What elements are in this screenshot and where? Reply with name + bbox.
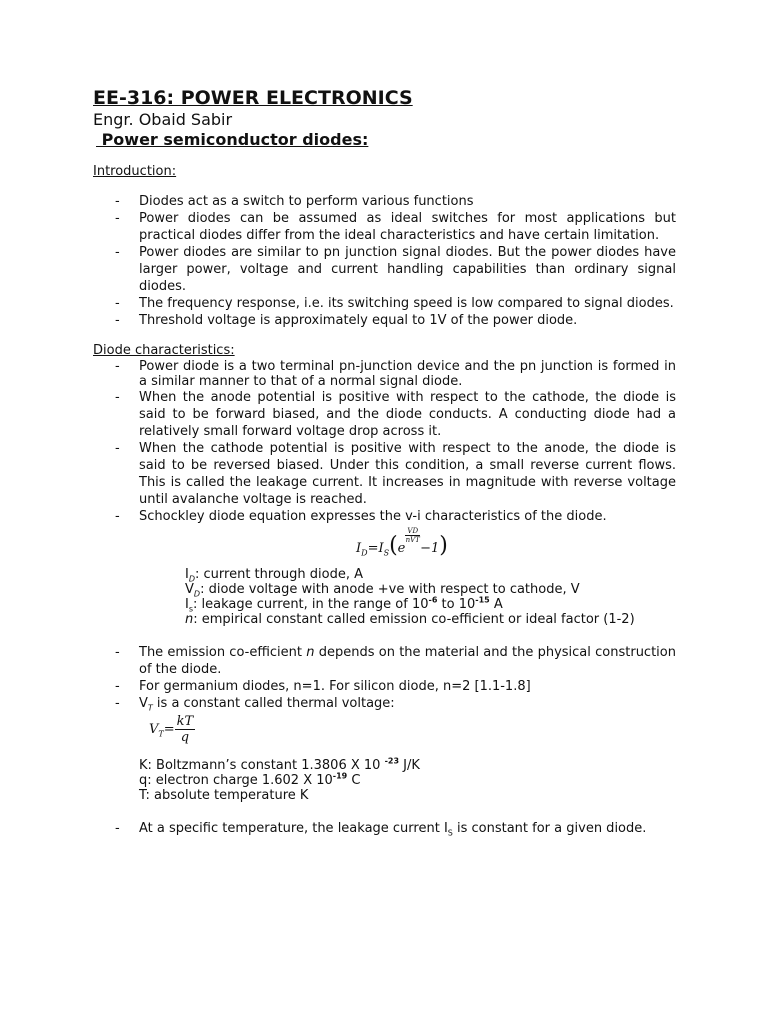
list-item: - Power diodes can be assumed as ideal switches for most applications but practical diodes differ from the ideal characteristics and have certain limitation. [115, 211, 676, 243]
list-item: - Threshold voltage is approximately equal to 1V of the power diode. [115, 313, 578, 328]
list-item: - Power diodes are similar to pn junction signal diodes. But the power diodes have larger power, voltage and current handling capabilities than ordinary signal diodes. [115, 245, 676, 294]
final-list [93, 820, 676, 837]
author-name: Engr. Obaid Sabir [93, 110, 233, 129]
definition-q: q: electron charge 1.602 X $10^{-19}$ C [139, 771, 361, 788]
shockley-equation: $I_D=I_S(e$ $\frac{VD}{\text{nVT}}$ −1) [356, 527, 448, 558]
definition-vd: $V_D$: diode voltage with anode +ve with respect to cathode, V [185, 582, 580, 599]
list-item: - When the cathode potential is positive with respect to the anode, the diode is said to be reversed biased. Under this condition, a small reverse current flows. This is called the leakage current. It increases in magnitude with reverse voltage until avalanche voltage is reached. [115, 441, 676, 507]
list-item: - At a specific temperature, the leakage current $I_S$ is constant for a given diode. [115, 821, 647, 838]
definition-n: n: empirical constant called emission co-efficient or ideal factor (1-2) [185, 612, 635, 627]
topic-title: Power semiconductor diodes: [96, 130, 369, 149]
course-title: EE-316: POWER ELECTRONICS [93, 87, 413, 109]
list-item: - $V_T$ is a constant called thermal voltage: [115, 696, 395, 713]
equation-definitions [93, 567, 676, 627]
document-page [93, 86, 676, 837]
list-item: - Power diode is a two terminal pn-junction device and the pn junction is formed in a similar manner to that of a normal signal diode. [115, 359, 676, 389]
intro-heading: Introduction: [93, 164, 177, 179]
list-item: - Schockley diode equation expresses the v-i characteristics of the diode. [115, 509, 607, 524]
characteristics-heading: Diode characteristics: [93, 343, 235, 358]
definition-k: K: Boltzmann’s constant 1.3806 X 10 $^{-23}$ J/K [139, 756, 420, 773]
constant-definitions [93, 758, 676, 803]
list-item: - The emission co-efficient n depends on the material and the physical construction of the diode. [115, 645, 676, 677]
list-item: - The frequency response, i.e. its switching speed is low compared to signal diodes. [115, 296, 674, 311]
list-item: - Diodes act as a switch to perform various functions [115, 194, 474, 209]
thermal-voltage-equation: $V_T=$ $\frac{kT}{q}$ [149, 714, 194, 745]
emission-list [93, 644, 676, 712]
list-item: - For germanium diodes, n=1. For silicon diode, n=2 [1.1-1.8] [115, 679, 531, 694]
definition-is: $I_s$: leakage current, in the range of $10^{-6}$ to $10^{-15}$ A [185, 595, 503, 614]
intro-list [93, 193, 676, 329]
characteristics-list [93, 359, 676, 525]
definition-id: $I_D$: current through diode, A [185, 567, 363, 584]
definition-t: T: absolute temperature K [139, 788, 309, 803]
list-item: - When the anode potential is positive with respect to the cathode, the diode is said to be forward biased, and the diode conducts. A conducting diode had a relatively small forward voltage drop across it. [115, 390, 676, 439]
